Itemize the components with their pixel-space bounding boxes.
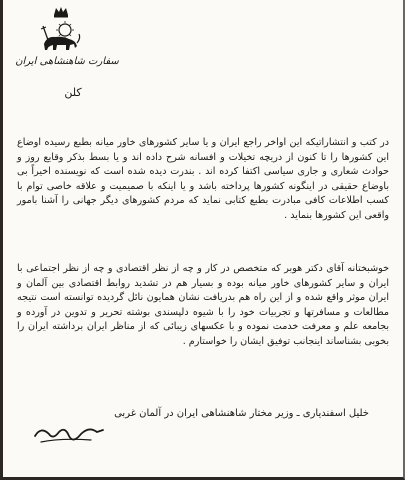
handwritten-signature — [31, 420, 107, 450]
body-paragraph-1: در کتب و انتشاراتیکه این اواخر راجع ایران و یا سایر کشورهای خاور میانه بطبع رسیده اوضاع این کشورها را تا کنون از دریچه تخیلات و افسانه شرح داده اند و یا بسط بذکر وقایع روز و حوادث شعاری و جاری سیاسی اکتفا کرده اند . بندرت دیده شده است که نویسنده اخیراً بی باوضاع حقیقی در اینگونه کشورها پرداخته باشد و یا اینکه با صمیمیت و علاقه خاصی توام با کسب اطلاعات کافی مبادرت بطبع کتابی نماید که مردم کشورهای دیگر جهانی را آشنا بامور واقعی این کشورها بنماید . — [17, 137, 389, 221]
body-paragraph-2: خوشبختانه آقای دکتر هوبر که متخصص در کار و چه از نظر اقتصادی و چه از نظر اجتماعی با ایران و سایر کشورهای خاور میانه بوده و بسیار هم در تشدید روابط اقتصادی بین آلمان و ایران موثر واقع شده و از این راه هم بدریافت نشان همایون نائل گردیده توانسته است نتیجه مطالعات و مسافرتها و تجربیات خود را با شیوه دلپسندی بوشته تحریر و تدوین در آورده و بجامعه علم و معرفت خدمت نموده و با عکسهای زیبائی که از مناظر ایران برداشته ایران را بخوبی بشناساند اینجانب توفیق ایشان را خواستارم . — [17, 263, 389, 347]
lion-and-sun-crown-icon — [39, 6, 83, 56]
place-name: کلن — [64, 86, 82, 99]
ministry-name: سفارت شاهنشاهی ایران — [15, 56, 119, 67]
signatory-line: خلیل اسفندیاری ـ وزیر مختار شاهنشاهی ایران در آلمان غربی — [114, 408, 369, 419]
